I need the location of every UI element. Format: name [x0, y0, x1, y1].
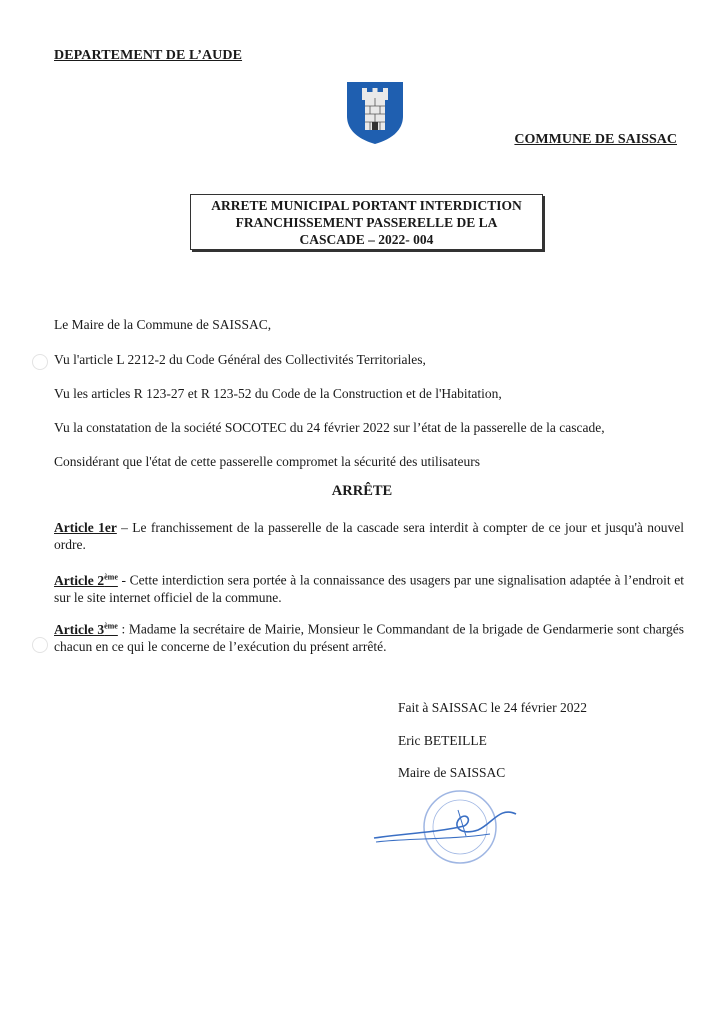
punch-hole-mark [32, 354, 48, 370]
title-line-2: FRANCHISSEMENT PASSERELLE DE LA [235, 214, 498, 230]
decree-heading: ARRÊTE [331, 483, 393, 499]
place-date: Fait à SAISSAC le 24 février 2022 [398, 700, 587, 715]
title-line-1: ARRETE MUNICIPAL PORTANT INTERDICTION [211, 197, 522, 213]
signatory-role: Maire de SAISSAC [398, 765, 506, 780]
preamble-socotec: Vu la constatation de la société SOCOTEC du 24 février 2022 sur l’état de la passerelle de la cascade, [54, 420, 605, 435]
punch-hole-mark [32, 637, 48, 653]
preamble-mayor: Le Maire de la Commune de SAISSAC, [54, 317, 272, 332]
commune-heading: COMMUNE DE SAISSAC [514, 132, 677, 147]
department-heading: DEPARTEMENT DE L’AUDE [54, 48, 243, 63]
decree-title [194, 197, 539, 248]
article-3 [54, 617, 684, 655]
title-line-3: CASCADE – 2022- 004 [299, 231, 434, 247]
article-3-text: : Madame la secrétaire de Mairie, Monsieur le Commandant de la brigade de Gendarmerie sont chargés chacun en ce qui le concerne de l’exécution du présent arrêté. [54, 621, 684, 654]
title-box [190, 194, 543, 250]
signatory-name: Eric BETEILLE [398, 733, 487, 748]
preamble-considering: Considérant que l'état de cette passerelle compromet la sécurité des utilisateurs [54, 454, 481, 469]
article-1 [54, 519, 684, 553]
article-2 [54, 568, 684, 606]
preamble-cch: Vu les articles R 123-27 et R 123-52 du Code de la Construction et de l'Habitation, [54, 386, 502, 401]
signature-stamp [360, 782, 540, 872]
article-1-text: – Le franchissement de la passerelle de la cascade sera interdit à compter de ce jour et jusqu'à nouvel ordre. [54, 520, 684, 552]
article-2-label: Article 2ème [54, 572, 118, 588]
article-1-label: Article 1er [54, 520, 117, 535]
article-3-label: Article 3ème [54, 621, 118, 637]
coat-of-arms-icon [345, 80, 405, 146]
preamble-cgct: Vu l'article L 2212-2 du Code Général des Collectivités Territoriales, [54, 352, 426, 367]
article-2-text: - Cette interdiction sera portée à la connaissance des usagers par une signalisation adaptée à l’endroit et sur le site internet officiel de la commune. [54, 572, 684, 605]
